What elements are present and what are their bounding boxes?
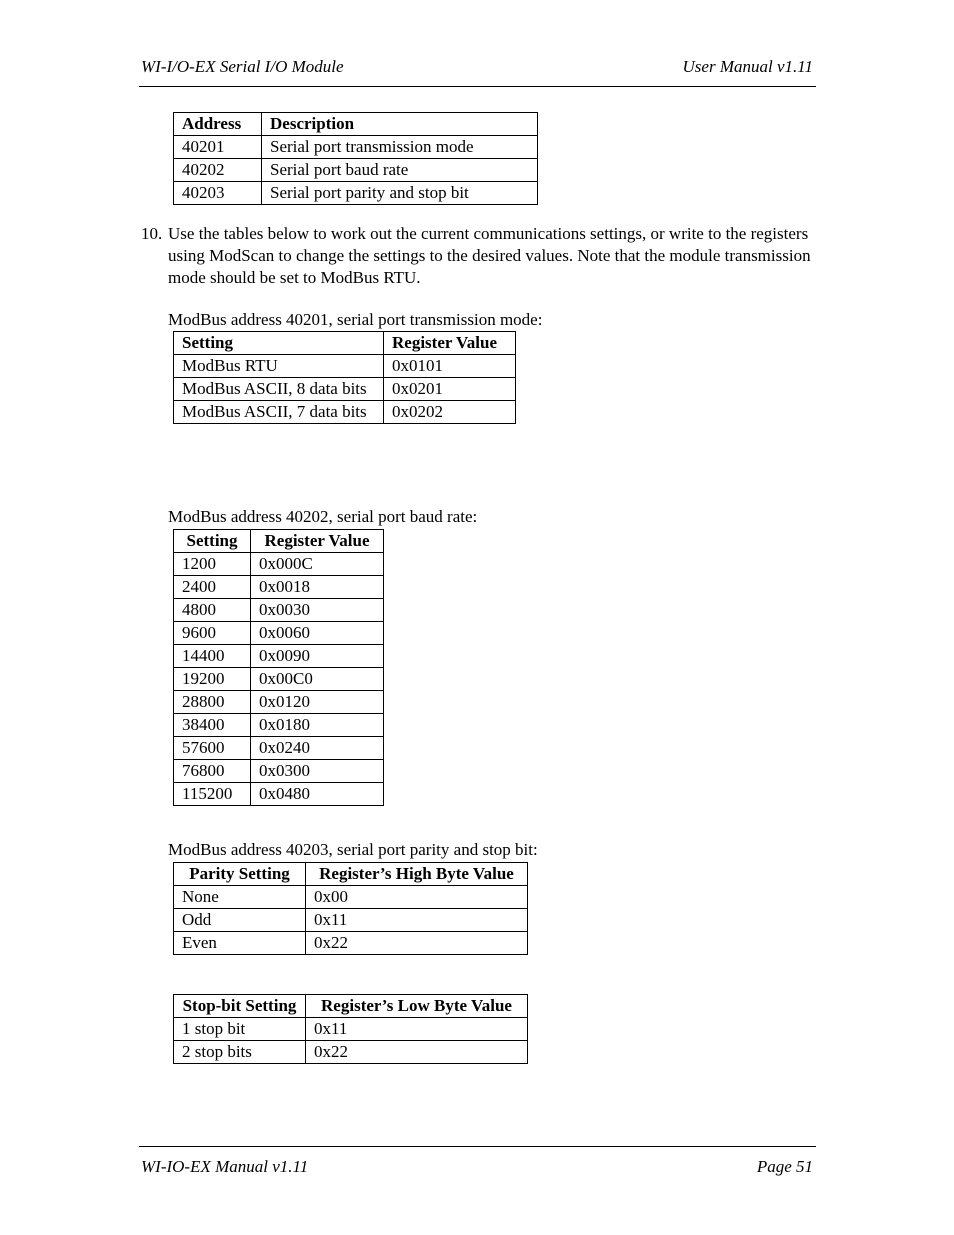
header-version: User Manual v1.11 xyxy=(682,57,813,76)
table-cell: Serial port parity and stop bit xyxy=(262,182,538,205)
address-table xyxy=(173,112,538,205)
table-row xyxy=(174,737,384,760)
table-cell: 0x22 xyxy=(306,932,528,955)
step-number: 10. xyxy=(141,224,163,243)
table-cell: 0x22 xyxy=(306,1041,528,1064)
table-cell: 2 stop bits xyxy=(174,1041,306,1064)
column-header: Register Value xyxy=(384,332,516,355)
table-row xyxy=(174,932,528,955)
column-header: Setting xyxy=(174,530,251,553)
table-cell: 0x0201 xyxy=(384,378,516,401)
table-cell: 4800 xyxy=(174,599,251,622)
table-cell: 9600 xyxy=(174,622,251,645)
table-cell: 0x0300 xyxy=(251,760,384,783)
step-text: Use the tables below to work out the current communications settings, or write to the registers using ModScan to change the settings to the desired values. Note that the module transmission mode should be set to ModBus RTU. xyxy=(168,224,811,287)
table-cell: 76800 xyxy=(174,760,251,783)
table-cell: Serial port transmission mode xyxy=(262,136,538,159)
table-cell: 0x0202 xyxy=(384,401,516,424)
table-cell: 40201 xyxy=(174,136,262,159)
table-cell: 1 stop bit xyxy=(174,1018,306,1041)
table-cell: 0x0018 xyxy=(251,576,384,599)
table-cell: 57600 xyxy=(174,737,251,760)
table-cell: 14400 xyxy=(174,645,251,668)
table-row xyxy=(174,1041,528,1064)
table-cell: 28800 xyxy=(174,691,251,714)
table-row xyxy=(174,783,384,806)
table-cell: Odd xyxy=(174,909,306,932)
table-row xyxy=(174,378,516,401)
header-title: WI-I/O-EX Serial I/O Module xyxy=(141,57,344,76)
stop-bit-table xyxy=(173,994,528,1064)
table-cell: 40202 xyxy=(174,159,262,182)
table-header-row xyxy=(174,332,516,355)
mode-table-caption: ModBus address 40201, serial port transmission mode: xyxy=(168,310,543,329)
footer-rule xyxy=(139,1146,816,1147)
column-header: Address xyxy=(174,113,262,136)
table-row xyxy=(174,599,384,622)
column-header: Register’s High Byte Value xyxy=(306,863,528,886)
table-cell: 0x00 xyxy=(306,886,528,909)
column-header: Register Value xyxy=(251,530,384,553)
table-cell: 0x0240 xyxy=(251,737,384,760)
table-cell: 0x0060 xyxy=(251,622,384,645)
table-cell: 0x11 xyxy=(306,909,528,932)
table-cell: 0x00C0 xyxy=(251,668,384,691)
table-cell: 40203 xyxy=(174,182,262,205)
baud-rate-table xyxy=(173,529,384,806)
column-header: Register’s Low Byte Value xyxy=(306,995,528,1018)
column-header: Setting xyxy=(174,332,384,355)
table-cell: 38400 xyxy=(174,714,251,737)
table-row xyxy=(174,136,538,159)
table-row xyxy=(174,909,528,932)
table-row xyxy=(174,182,538,205)
footer-page-number: Page 51 xyxy=(756,1157,813,1176)
step-paragraph xyxy=(141,223,821,289)
table-cell: 2400 xyxy=(174,576,251,599)
table-row xyxy=(174,668,384,691)
transmission-mode-table xyxy=(173,331,516,424)
table-row xyxy=(174,691,384,714)
table-cell: ModBus ASCII, 7 data bits xyxy=(174,401,384,424)
table-cell: ModBus ASCII, 8 data bits xyxy=(174,378,384,401)
table-row xyxy=(174,159,538,182)
table-cell: 19200 xyxy=(174,668,251,691)
table-row xyxy=(174,714,384,737)
table-cell: 0x0030 xyxy=(251,599,384,622)
table-header-row xyxy=(174,995,528,1018)
table-cell: Even xyxy=(174,932,306,955)
table-cell: ModBus RTU xyxy=(174,355,384,378)
table-cell: 0x0120 xyxy=(251,691,384,714)
table-cell: 1200 xyxy=(174,553,251,576)
table-cell: 0x000C xyxy=(251,553,384,576)
table-header-row xyxy=(174,113,538,136)
column-header: Description xyxy=(262,113,538,136)
table-row xyxy=(174,622,384,645)
table-cell: None xyxy=(174,886,306,909)
footer-manual-name: WI-IO-EX Manual v1.11 xyxy=(141,1157,309,1176)
table-cell: 0x0101 xyxy=(384,355,516,378)
table-cell: 115200 xyxy=(174,783,251,806)
table-row xyxy=(174,886,528,909)
table-row xyxy=(174,1018,528,1041)
baud-table-caption: ModBus address 40202, serial port baud rate: xyxy=(168,507,478,526)
table-header-row xyxy=(174,863,528,886)
table-cell: 0x11 xyxy=(306,1018,528,1041)
column-header: Stop-bit Setting xyxy=(174,995,306,1018)
header-rule xyxy=(139,86,816,87)
table-row xyxy=(174,553,384,576)
table-header-row xyxy=(174,530,384,553)
table-row xyxy=(174,760,384,783)
table-cell: 0x0090 xyxy=(251,645,384,668)
table-row xyxy=(174,355,516,378)
column-header: Parity Setting xyxy=(174,863,306,886)
table-row xyxy=(174,576,384,599)
table-cell: Serial port baud rate xyxy=(262,159,538,182)
table-cell: 0x0480 xyxy=(251,783,384,806)
parity-table-caption: ModBus address 40203, serial port parity and stop bit: xyxy=(168,840,538,859)
table-cell: 0x0180 xyxy=(251,714,384,737)
table-row xyxy=(174,645,384,668)
parity-table xyxy=(173,862,528,955)
table-row xyxy=(174,401,516,424)
